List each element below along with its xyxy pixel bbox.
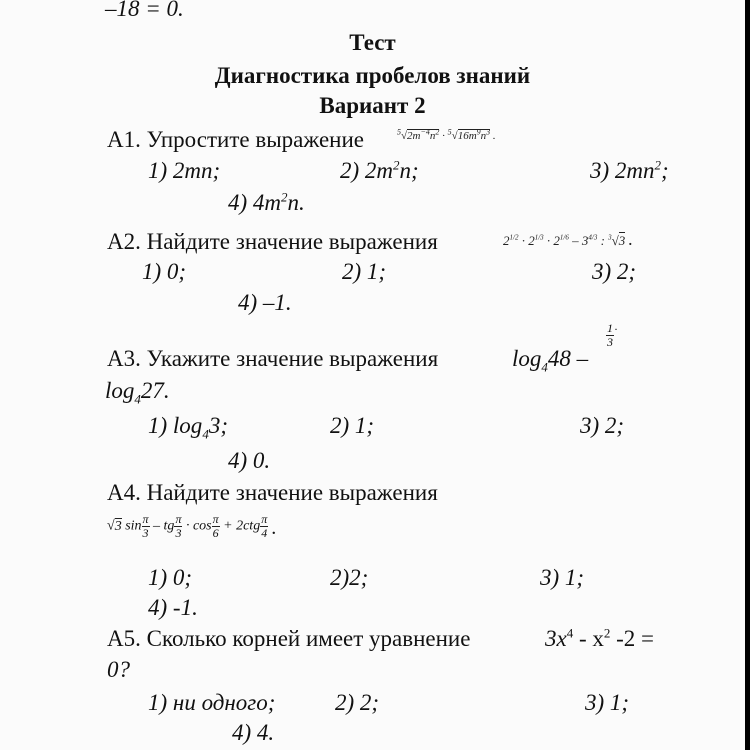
question-a3-label: А3. Укажите значение выражения [107,346,439,371]
question-a5-equation: $3x^4 - x^2$ -2 = [545,625,655,651]
answer-a2-4: 4) –1. [238,290,292,315]
answer-a4-4: 4) -1. [148,595,198,620]
answer-a2-2: 2) 1; [342,259,387,284]
answer-a3-3: 3) 2; [580,413,625,438]
answer-a3-4: 4) 0. [228,448,271,473]
answer-a3-2: 2) 1; [330,413,375,438]
answer-a4-3: 3) 1; [540,565,585,590]
question-a3-expression: $\log_448$ – [512,346,589,375]
answer-a5-4: 4) 4. [232,720,275,745]
answer-a2-1: 1) 0; [142,259,187,284]
answer-a4-1: 1) 0; [148,565,193,590]
answer-a4-2: 2)2; [330,565,369,590]
question-a5-label: А5. Сколько корней имеет уравнение [107,626,471,651]
answer-a5-1: 1) ни одного; [148,690,276,715]
question-a1-label: А1. Упростите выражение [107,127,364,152]
answer-a1-2: 2) $2m^2n$; [340,157,419,183]
answer-a5-3: 3) 1; [585,690,630,715]
variant-label: Вариант 2 [319,93,426,118]
question-a4-expression: √3 sin $\frac{\pi}{3}$ – tg $\frac{\pi}{3}$ · cos $\frac{\pi}{6}$ + 2ctg $\frac{\pi}{4}$ . [107,512,277,540]
previous-equation-fragment: –18 = 0. [105,0,184,21]
question-a5-equation-line2: 0? [107,657,130,682]
answer-a1-4: 4) $4m^2n$. [228,189,305,215]
question-a2-label: А2. Найдите значение выражения [107,229,438,254]
answer-a1-1: 1) 2mn; [148,158,221,183]
answer-a1-3: 3) $2mn^2$; [590,157,669,183]
answer-a3-1: 1) $\log_43$; [148,413,228,442]
question-a4-label: А4. Найдите значение выражения [107,480,438,505]
question-a1-expression: $^5√2m^{-4}n^2 \cdot ^5√16m^9n^3$ . [397,127,496,142]
test-subtitle: Диагностика пробелов знаний [214,63,531,88]
question-a2-expression: $2^{1/2} \cdot 2^{1/3} \cdot 2^{1/6} - 3^{4/3}$ : $^3$√3 . [503,229,634,249]
test-title: Тест [349,30,396,55]
question-a3-expression-line2: $\log_427$. [105,378,170,407]
answer-a5-2: 2) 2; [335,690,380,715]
question-a3-fraction: $\frac{1}{3}$ · [607,321,618,349]
answer-a2-3: 3) 2; [592,259,637,284]
